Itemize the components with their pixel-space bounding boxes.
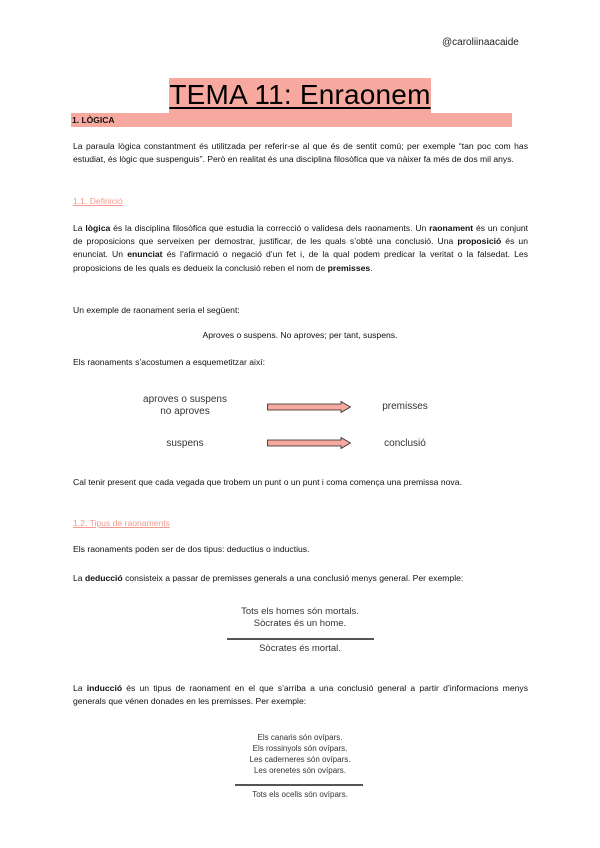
syllogism-divider: [227, 638, 374, 640]
syllogism-divider: [235, 784, 363, 786]
arrow-icon: [267, 401, 351, 413]
schema-intro: Els raonaments s’acostumen a esquemetitzar així:: [73, 357, 266, 367]
page-title: TEMA 11: Enraonem: [169, 78, 430, 114]
diagram-conclusion-text: suspens: [166, 438, 204, 449]
author-handle: @caroliinaacaide: [442, 37, 519, 48]
section-heading-logica: 1. LÒGICA: [71, 113, 512, 127]
types-intro: Els raonaments poden ser de dos tipus: deductius o inductius.: [73, 544, 310, 554]
induction-paragraph: La inducció és un tipus de raonament en el que s’arriba a una conclusió general a partir d’informacions menys generals que vénen donades en les premisses. Per exemple:: [73, 683, 528, 707]
induction-premise: Els rossinyols són ovípars.: [252, 744, 348, 753]
title-wrap: [0, 78, 600, 114]
note-paragraph: Cal tenir present que cada vegada que trobem un punt o un punt i coma comença una premissa nova.: [73, 477, 462, 487]
diagram-label-conclusio: conclusió: [384, 438, 426, 449]
intro-paragraph: La paraula lògica constantment és utilitzada per referir-se al que és de sentit comú; per exemple “tan poc com has estudiat, és lògic que suspenguis”. Però en realitat és una disciplina filosòfica que va nàixer fa més de dos mil anys.: [73, 141, 528, 165]
subheading-definicio: 1.1. Definició: [73, 196, 123, 206]
diagram-label-premisses: premisses: [382, 401, 428, 412]
example-intro: Un exemple de raonament seria el següent:: [73, 305, 240, 315]
example-sentence: Aproves o suspens. No aproves; per tant, suspens.: [202, 330, 398, 340]
deduction-paragraph: La deducció consisteix a passar de premisses generals a una conclusió menys general. Per exemple:: [73, 573, 464, 583]
deduction-premise: Tots els homes són mortals.: [241, 606, 359, 617]
induction-premise: Les orenetes són ovípars.: [253, 766, 347, 775]
deduction-premise: Sòcrates és un home.: [253, 618, 347, 629]
subheading-tipus: 1.2. Tipus de raonaments: [73, 518, 170, 528]
induction-premise: Els canaris són ovípars.: [257, 733, 343, 742]
induction-conclusion: Tots els ocells són ovípars.: [252, 790, 348, 799]
diagram-premises-text: aproves o suspens no aproves: [143, 394, 227, 417]
arrow-icon: [267, 437, 351, 449]
induction-premise: Les caderneres són ovípars.: [249, 755, 351, 764]
definition-paragraph: La lògica és la disciplina filosòfica que estudia la correcció o validesa dels raonaments. Un raonament és un conjunt de proposicions que serveixen per demostrar, justificar, de les quals s’obté una conclusió. Una proposició és un enunciat. Un enunciat és l’afirmació o negació d’un fet i, de la qual podem predicar la veritat o la falsedat. Les proposicions de les quals es dedueix la conclusió reben el nom de premisses.: [73, 223, 529, 273]
deduction-conclusion: Sòcrates és mortal.: [259, 643, 341, 654]
